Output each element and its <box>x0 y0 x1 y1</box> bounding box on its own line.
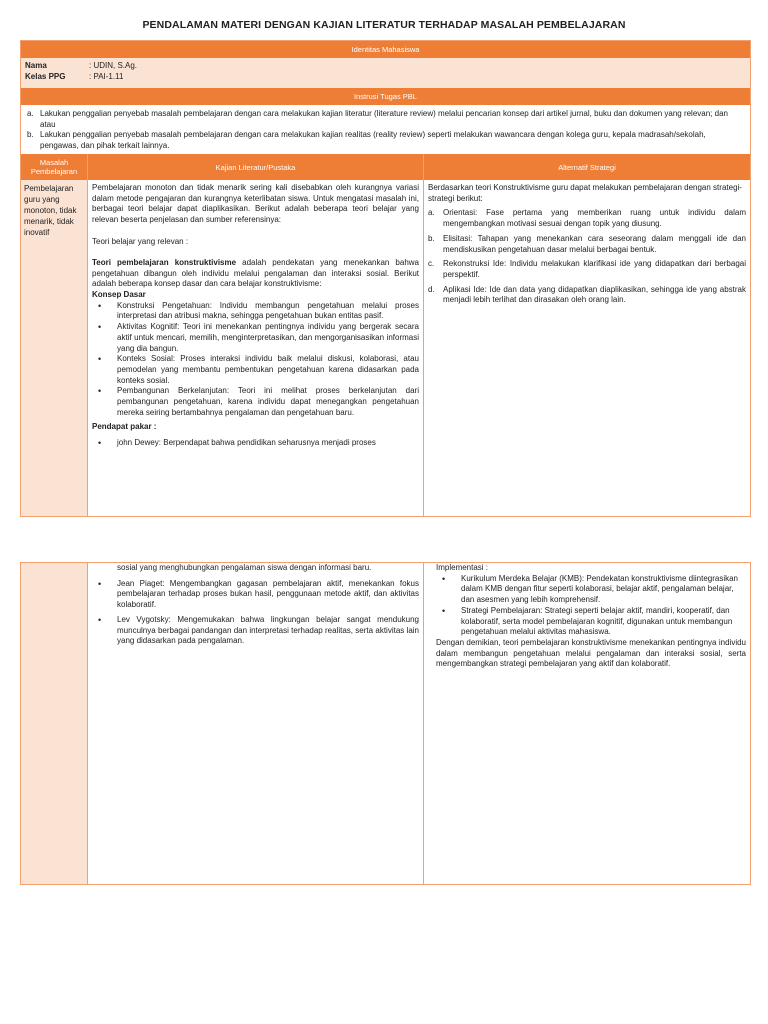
implementasi-list <box>436 574 746 638</box>
alternatif-intro: Berdasarkan teori Konstruktivisme guru dapat melakukan pembelajaran dengan strategi-strategi berikut: <box>428 183 742 203</box>
instruksi-header: Instrusi Tugas PBL <box>21 88 750 105</box>
instruksi-item <box>27 130 744 151</box>
list-item: • Konteks Sosial: Proses interaksi individu baik melalui diskusi, kolaborasi, atau pemodelan yang membantu pembentukan pengetahuan karena didasarkan pada konteks sosial. <box>92 354 419 386</box>
pakar-cont-text: sosial yang menghubungkan pengalaman siswa dengan informasi baru. <box>117 563 372 572</box>
strategi-list <box>428 208 746 306</box>
instruksi-letter: b. <box>27 130 34 139</box>
list-item: • john Dewey: Berpendapat bahwa pendidikan seharusnya menjadi proses <box>92 438 419 449</box>
kajian-intro: Pembelajaran monoton dan tidak menarik sering kali disebabkan oleh kurangnya variasi dalam metode pengajaran dan kurangnya keterlibatan siswa. Untuk mengatasi masalah ini, berbagai teori belajar dapat diaplikasikan. Berikut adalah beberapa teori belajar yang relevan beserta penjelasan dan sumber referensinya: <box>92 183 419 225</box>
list-item <box>428 208 746 229</box>
teori-desc: adalah pendekatan yang menekankan bahwa pengetahuan dibangun oleh individu melalui pengalaman dan interaksi sosial. Berikut adalah beberapa konsep dasar dan cara belajar konstruktivisme: <box>92 257 420 289</box>
teori-name: Teori pembelajaran konstruktivisme <box>92 257 237 267</box>
list-item: • Lev Vygotsky: Mengemukakan bahwa lingkungan belajar sangat mendukung munculnya berbagai pandangan dan interpretasi terhadap realitas, serta aktivitas lain yang didasarkan pada pengalaman. <box>92 615 419 647</box>
alternatif-header: Alternatif Strategi <box>424 154 750 180</box>
list-item: • Pembangunan Berkelanjutan: Teori ini melihat proses berkelanjutan dari pembangunan pengetahuan, karena individu dapat menegangkan pengetahuan mereka seiring bertambahnya pengalaman dan pengetahuan baru. <box>92 386 419 418</box>
kajian-continuation <box>88 563 424 884</box>
konsep-label: Konsep Dasar <box>92 290 146 299</box>
list-item <box>428 259 746 280</box>
konsep-list <box>92 301 419 419</box>
alternatif-cell <box>424 180 750 313</box>
instruksi-text: Lakukan penggalian penyebab masalah pembelajaran dengan cara melakukan kajian realitas (reality review) seperti melakukan wawancara dengan kolega guru, kepala madrasah/sekolah, pengawas, dan pihak terkait lainnya. <box>40 130 706 150</box>
document-title: PENDALAMAN MATERI DENGAN KAJIAN LITERATUR TERHADAP MASALAH PEMBELAJARAN <box>142 19 626 31</box>
instruksi-letter: a. <box>27 109 34 118</box>
list-item: • Strategi Pembelajaran: Strategi seperti belajar aktif, mandiri, kooperatif, dan kolaboratif, serta model pembelajaran kognitif, digunakan untuk membangun pengetahuan melalui aktivitas mahasiswa. <box>436 606 746 638</box>
pakar-list-cont <box>92 579 419 647</box>
pakar-list <box>92 438 419 449</box>
main-table <box>20 40 751 517</box>
continuation-grid <box>21 563 750 884</box>
alternatif-continuation <box>424 563 750 884</box>
list-item: • Kurikulum Merdeka Belajar (KMB): Pendekatan konstruktivisme diintegrasikan dalam KMB dengan fitur seperti kolaborasi, belajar aktif, pengalaman belajar, dan asesmen yang lebih komprehensif. <box>436 574 746 606</box>
nama-label: Nama <box>25 61 47 70</box>
strategi-text: Elisitasi: Tahapan yang menekankan cara seseorang dalam menggali ide dan mendiskusikan pengetahuan dasar melalui berbagai bentuk. <box>443 233 746 254</box>
alternatif-column <box>424 154 750 516</box>
masalah-continuation <box>21 563 88 884</box>
strategi-letter: a. <box>428 208 435 218</box>
strategi-letter: c. <box>428 259 435 269</box>
pakar-label: Pendapat pakar : <box>92 422 157 432</box>
identitas-section <box>21 58 750 88</box>
strategi-text: Aplikasi Ide: Ide dan data yang didapatkan diaplikasikan, sehingga ide yang abstrak menjadi lebih terlihat dan dirasakan oleh orang lain. <box>443 284 746 305</box>
nama-value: : UDIN, S.Ag. <box>89 61 138 70</box>
teori-paragraph <box>92 258 419 290</box>
strategi-letter: b. <box>428 233 435 243</box>
kajian-cont-cell <box>88 563 423 650</box>
masalah-cell: Pembelajaran guru yang monoton, tidak menarik, tidak inovatif <box>21 180 87 516</box>
list-item <box>428 285 746 306</box>
instruksi-text: Lakukan penggalian penyebab masalah pembelajaran dengan cara melakukan kajian literatur (literature review) melalui pencarian konsep dari artikel jurnal, buku dan dokumen yang relevan; dan atau <box>40 109 728 129</box>
masalah-column <box>21 154 88 516</box>
kajian-header: Kajian Literatur/Pustaka <box>88 154 423 180</box>
list-item: • Konstruksi Pengetahuan: Individu membangun pengetahuan melalui proses interpretasi dan atribusi makna, sehingga pengetahuan bukan entitas pasif. <box>92 301 419 322</box>
teori-label: Teori belajar yang relevan : <box>92 236 189 246</box>
strategi-text: Rekonstruksi Ide: Individu melakukan klarifikasi ide yang didapatkan dari berbagai perspektif. <box>443 259 746 279</box>
instruksi-section <box>21 105 750 154</box>
list-item <box>428 234 746 255</box>
kajian-column <box>88 154 424 516</box>
identitas-header: Identitas Mahasiswa <box>21 41 750 58</box>
conclusion-text: Dengan demikian, teori pembelajaran konstruktivisme menekankan pentingnya individu dalam membangun pengetahuan melalui pengalaman dan interaksi sosial, serta mengembangkan strategi pembelajaran yang aktif dan kolaboratif. <box>436 637 746 669</box>
masalah-header: Masalah Pembelajaran <box>21 154 87 180</box>
list-item: • Aktivitas Kognitif: Teori ini menekankan pentingnya individu yang bergerak secara aktif untuk mencari, memilih, menginterpretasikan, dan mengorganisasikan informasi yang dia bangun. <box>92 322 419 354</box>
kelas-label: Kelas PPG <box>25 72 66 81</box>
list-item: • Jean Piaget: Mengembangkan gagasan pembelajaran aktif, menekankan fokus pembelajaran terhadap proses bukan hasil, penggunaan metode aktif, dan aktivitas kolaboratif. <box>92 579 419 611</box>
kajian-cell <box>88 180 423 452</box>
content-grid <box>21 154 750 516</box>
strategi-text: Orientasi: Fase pertama yang memberikan ruang untuk individu dalam mengembangkan motivasi sesuai dengan topik yang diusung. <box>443 208 746 229</box>
alternatif-cont-cell <box>424 563 750 673</box>
continuation-table <box>20 562 751 885</box>
instruksi-item <box>27 109 744 130</box>
strategi-letter: d. <box>428 284 435 294</box>
implementasi-label: Implementasi : <box>436 563 489 572</box>
kelas-value: : PAI-1.11 <box>89 72 124 81</box>
